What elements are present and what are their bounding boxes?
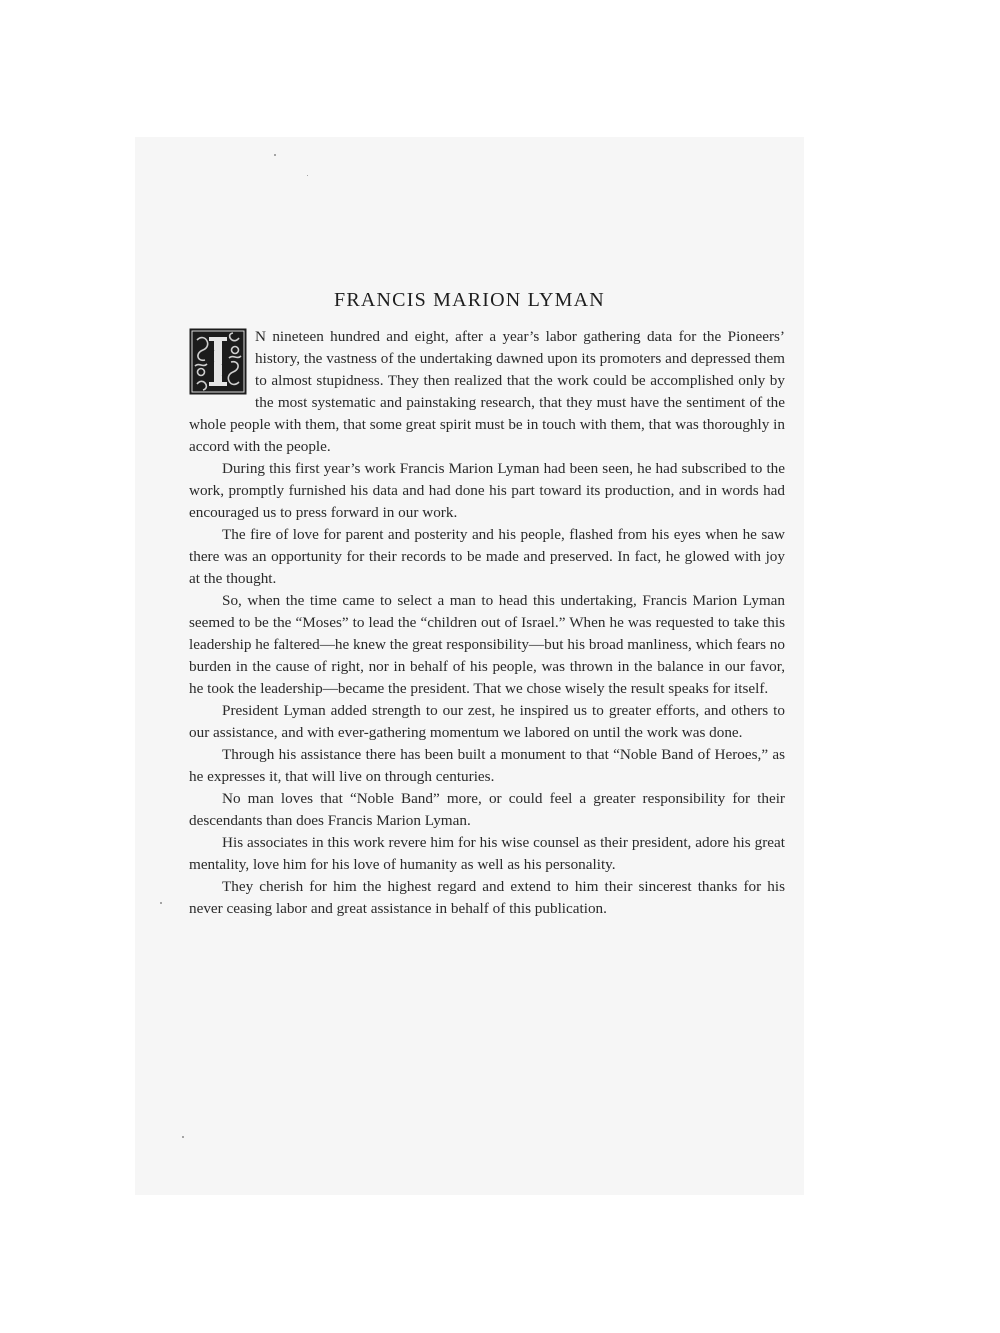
scan-speck <box>307 175 308 176</box>
scan-speck <box>160 902 162 904</box>
paragraph-9: They cherish for him the highest regard and extend to him their sincerest thanks for his never ceasing labor and great assistance in behalf of this publication. <box>189 878 785 917</box>
scan-speck <box>182 1136 184 1138</box>
paragraph-2: During this first year’s work Francis Marion Lyman had been seen, he had subscribed to the work, promptly furnished his data and had done his part toward its production, and in words had encouraged us to press forward in our work. <box>189 460 785 521</box>
paragraph-1-text: N nineteen hundred and eight, after a year’s labor gathering data for the Pioneers’ history, the vastness of the undertaking dawned upon its promoters and depressed them to almost stupidness. They then realized that the work could be accomplished only by the most systematic and painstaking research, that they must have the sentiment of the whole people with them, that some great spirit must be in touch with them, that was thoroughly in accord with the people. <box>189 328 785 455</box>
paragraph-5: President Lyman added strength to our zest, he inspired us to greater efforts, and others to our assistance, and with ever-gathering momentum we labored on until the work was done. <box>189 702 785 741</box>
scan-speck <box>274 154 276 156</box>
paragraph-6: Through his assistance there has been built a monument to that “Noble Band of Heroes,” as he expresses it, that will live on through centuries. <box>189 746 785 785</box>
body-text <box>189 326 785 920</box>
paragraph-7: No man loves that “Noble Band” more, or could feel a greater responsibility for their descendants than does Francis Marion Lyman. <box>189 790 785 829</box>
paragraph-1 <box>189 326 785 458</box>
paragraph-3: The fire of love for parent and posterity and his people, flashed from his eyes when he saw there was an opportunity for their records to be made and preserved. In fact, he glowed with joy at the thought. <box>189 526 785 587</box>
ornamental-initial-i-icon <box>189 328 247 395</box>
paragraph-8: His associates in this work revere him for his wise counsel as their president, adore his great mentality, love him for his love of humanity as well as his personality. <box>189 834 785 873</box>
scanned-page <box>135 137 804 1195</box>
page-title: FRANCIS MARION LYMAN <box>334 289 605 311</box>
paragraph-4: So, when the time came to select a man to head this undertaking, Francis Marion Lyman seemed to be the “Moses” to lead the “children out of Israel.” When he was requested to take this leadership he faltered—he knew the great responsibility—but his broad manliness, which fears no burden in the cause of right, nor in behalf of his people, was thrown in the balance in our favor, he took the leadership—became the president. That we chose wisely the result speaks for itself. <box>189 592 785 697</box>
